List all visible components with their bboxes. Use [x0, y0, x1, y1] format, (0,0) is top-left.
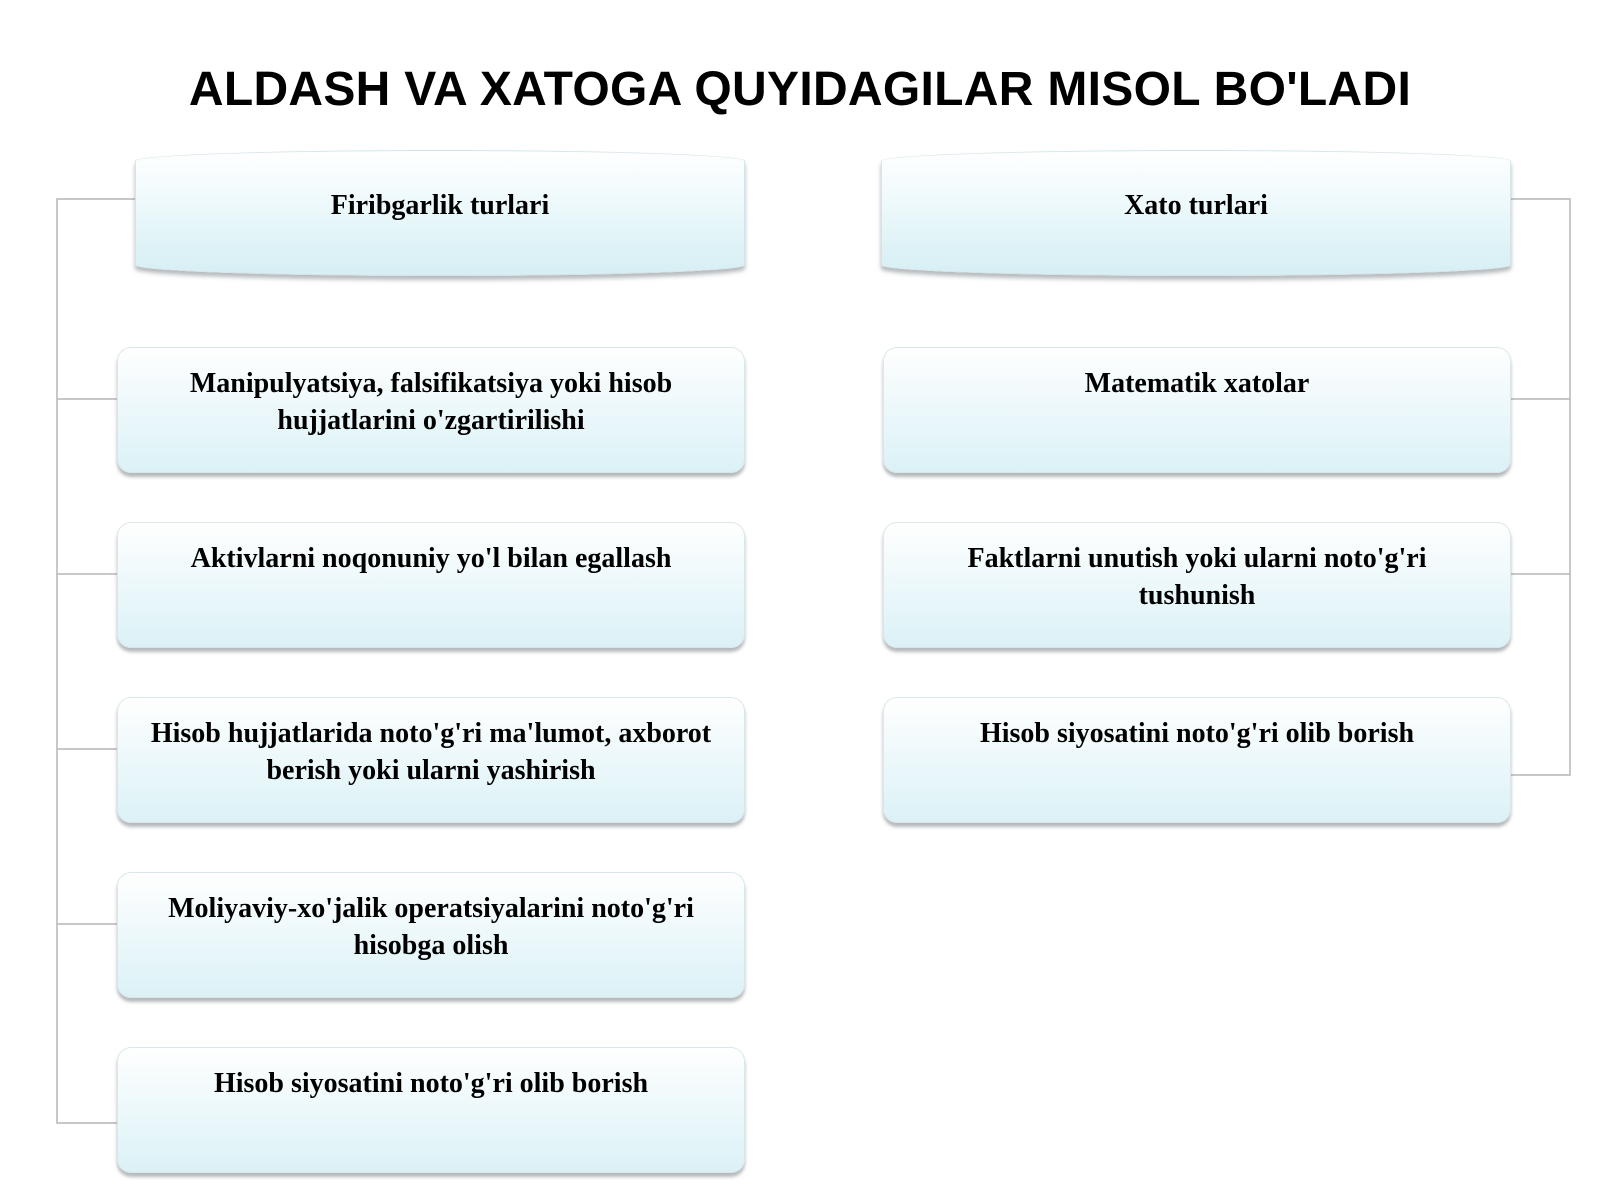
left-item-box-2	[117, 522, 745, 648]
left-header-label: Firibgarlik turlari	[330, 190, 550, 221]
right-item-box-1	[883, 347, 1511, 473]
right-item-label-2: Faktlarni unutish yoki ularni noto'g'ri tushunish	[967, 543, 1427, 611]
left-item-label-5: Hisob siyosatini noto'g'ri olib borish	[213, 1068, 649, 1099]
page-title: ALDASH VA XATOGA QUYIDAGILAR MISOL BO'LADI	[188, 63, 1412, 116]
right-header-label: Xato turlari	[1124, 190, 1268, 221]
left-item-label-1: Manipulyatsiya, falsifikatsiya yoki hisob hujjatlarini o'zgartirilishi	[189, 368, 673, 436]
right-item-label-1: Matematik xatolar	[1084, 368, 1310, 399]
right-item-label-3: Hisob siyosatini noto'g'ri olib borish	[979, 718, 1415, 749]
right-item-box-3	[883, 697, 1511, 823]
left-item-box-1	[117, 347, 745, 473]
left-item-box-4	[117, 872, 745, 998]
right-header-box	[881, 150, 1511, 276]
left-item-label-2: Aktivlarni noqonuniy yo'l bilan egallash	[190, 543, 672, 574]
left-item-box-5	[117, 1047, 745, 1173]
left-item-box-3	[117, 697, 745, 823]
right-connector-line	[1511, 199, 1570, 775]
left-item-label-3: Hisob hujjatlarida noto'g'ri ma'lumot, axborot berish yoki ularni yashirish	[150, 718, 712, 786]
right-item-box-2	[883, 522, 1511, 648]
left-header-box	[135, 150, 745, 276]
left-item-label-4: Moliyaviy-xo'jalik operatsiyalarini noto'g'ri hisobga olish	[168, 893, 694, 961]
